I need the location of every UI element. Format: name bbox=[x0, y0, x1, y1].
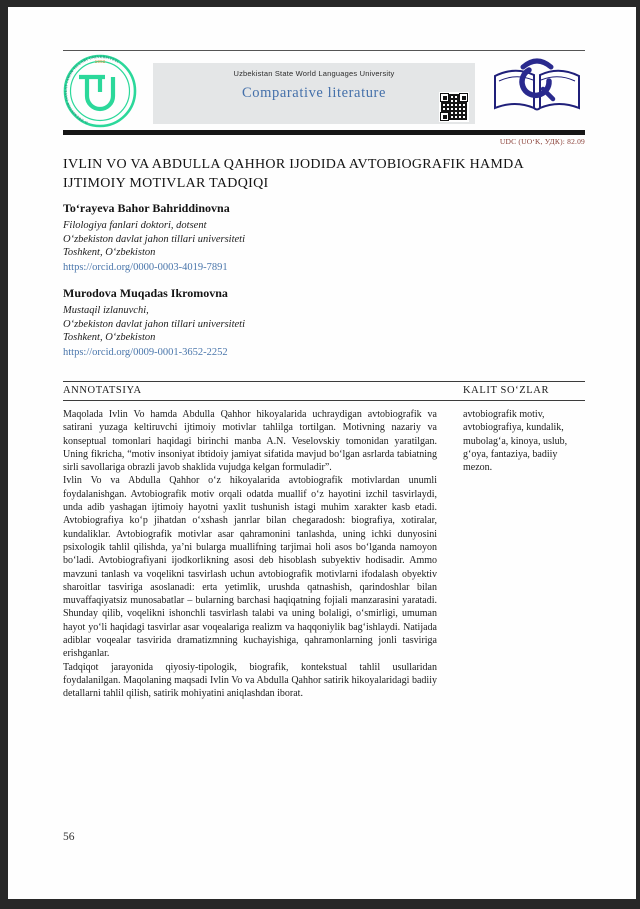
page-number: 56 bbox=[63, 831, 75, 843]
abstract-heading: ANNOTATSIYA bbox=[63, 385, 142, 396]
journal-header bbox=[63, 54, 585, 128]
author-2-degree: Mustaqil izlanuvchi, bbox=[63, 305, 149, 316]
section-rule-bottom bbox=[63, 400, 585, 401]
abstract-text bbox=[63, 408, 437, 701]
header-divider-bar bbox=[63, 130, 585, 135]
qr-code-icon bbox=[439, 92, 469, 122]
university-seal-icon bbox=[63, 54, 137, 128]
article-title: IVLIN VO VA ABDULLA QAHHOR IJODIDA AVTOBIOGRAFIK HAMDA IJTIMOIY MOTIVLAR TADQIQI bbox=[63, 157, 524, 191]
author-2-name: Murodova Muqadas Ikromovna bbox=[63, 286, 228, 300]
udc-number: UDC (UOʻK, УДК): 82.09 bbox=[499, 137, 585, 146]
author-1-orcid-link[interactable]: https://orcid.org/0000-0003-4019-7891 bbox=[63, 262, 228, 273]
author-1-affiliation bbox=[63, 219, 483, 260]
seal-monogram-icon bbox=[79, 77, 113, 109]
section-rule-top bbox=[63, 381, 585, 382]
seal-year-text: 1992 bbox=[94, 60, 106, 65]
article-page bbox=[8, 7, 636, 899]
author-1-city: Toshkent, Oʻzbekiston bbox=[63, 247, 156, 258]
abstract-keywords-columns bbox=[63, 408, 585, 701]
author-2-university: Oʻzbekiston davlat jahon tillari universiteti bbox=[63, 318, 245, 330]
abstract-paragraph: Tadqiqot jarayonida qiyosiy-tipologik, biografik, kontekstual tahlil usullaridan foydalanilgan. Maqolaning maqsadi Ivlin Vo va Abdulla Qahhor satirik hikoyalaridagi badiiy detallarni tahlil qilish, satirik mohiyatini aniqlashdan iborat. bbox=[63, 661, 437, 700]
author-1-university: Oʻzbekiston davlat jahon tillari universiteti bbox=[63, 233, 245, 245]
abstract-paragraph: Maqolada Ivlin Vo hamda Abdulla Qahhor hikoyalarida uchraydigan avtobiografik va satirani yuzaga keltiruvchi ijtimoiy motivlar tahlilga tortilgan. Motivning nazariy va konseptual tomonlari haqidagi birinchi manba A.N. Veselovskiy tomonidan yaratilgan. Uning fikricha, “motiv insoniyat ibtidoiy jamiyat sifatida mavjud boʻlgan asrlarda tabiatning sirli savollariga obrazli javob shaklida vujudga kelgan formuladir”. bbox=[63, 409, 437, 474]
journal-masthead bbox=[153, 63, 475, 124]
abstract-paragraph: Ivlin Vo va Abdulla Qahhor oʻz hikoyalarida avtobiografik motivlardan unumli foydalanishgan. Avtobiografik motiv orqali odatda muallif oʻz hayotini izchil tasvirlaydi, unda adib yashagan ijtimoiy hayotni yaxlit tushunish istagi muhim xarakter kasb etadi. Avtobiografiya koʻp jihatdan oʻxshash janrlar bilan chegaradosh: biografiya, xotiralar, kundaliklar. Avtobiografik motivlar asar qahramonini tanlashda, uning ichki dunyosini psixologik tahlil qilishda, yaʼni bularga muallifning tarjimai holi asos boʻlganda namoyon boʻladi. Avtobiografiyani ijodkorlikning asosi deb hisoblash subyektiv hodisadir. Ammo mavzuni tanlash va voqelikni tasvirlash uchun avtobiografik motivlarni ifodalash obyektiv sharoitlar tasviriga asoslanadi: erta yetimlik, urushda qatnashish, qarindoshlar bilan muvaffaqiyatsiz munosabatlar – bularning barchasi haqiqatning fojiali manzarasini yaratadi. Shunday qilib, voqelikni ishonchli tasvirlash talabi va uning bolaligi, oʻsmirligi, umuman hayot yoʻli haqidagi tasvirlar asar voqealariga realizm va haqqoniylik bagʻishlaydi. Natijada adiblar voqealar tasvirida dramatizmning kuchayishiga, qahramonlarning jonli tasviriga erishganlar. bbox=[63, 475, 437, 660]
university-name: Uzbekistan State World Languages University bbox=[233, 69, 395, 78]
journal-title: Comparative literature bbox=[241, 85, 387, 101]
journal-book-logo-icon bbox=[489, 56, 585, 120]
author-1-name: Toʻrayeva Bahor Bahriddinovna bbox=[63, 201, 230, 215]
keywords-text: avtobiografik motiv, avtobiografiya, kundalik, mubolagʻa, kinoya, uslub, gʻoya, fantaziya, badiiy mezon. bbox=[463, 409, 568, 474]
author-2-affiliation bbox=[63, 304, 483, 345]
seal-ring-text: OʻZBEKISTON DAVLAT JAHON TILLARI UNIVERSITETI bbox=[64, 54, 120, 125]
keywords-heading: KALIT SOʻZLAR bbox=[463, 385, 550, 396]
author-1-degree: Filologiya fanlari doktori, dotsent bbox=[63, 220, 207, 231]
author-2-city: Toshkent, Oʻzbekiston bbox=[63, 332, 156, 343]
author-2-orcid-link[interactable]: https://orcid.org/0009-0001-3652-2252 bbox=[63, 347, 228, 358]
header-top-rule bbox=[63, 50, 585, 51]
